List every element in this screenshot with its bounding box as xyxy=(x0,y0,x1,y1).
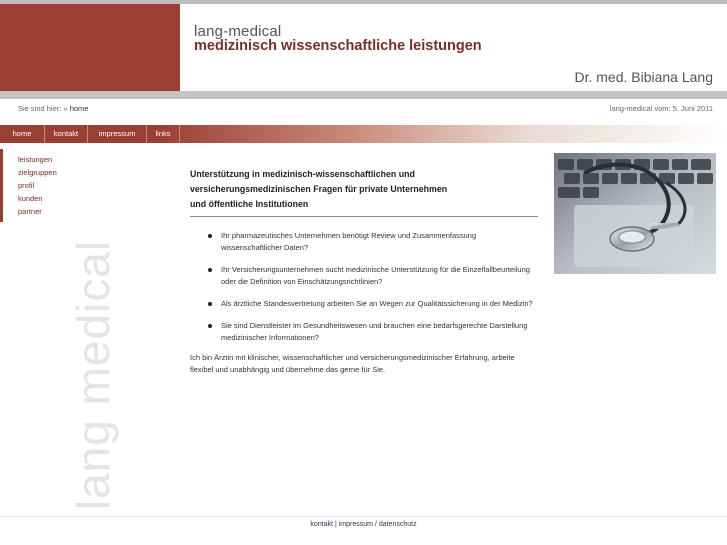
list-item: Sie sind Dienstleister im Gesundheitswesen und brauchen eine bedarfsgerechte Darstellung medizinischer Informationen? xyxy=(208,320,538,344)
intro-paragraph: Ich bin Ärztin mit klinischer, wissenschaftlicher und versicherungsmedizinischer Erfahrung, arbeite flexibel und unabhängig und übernehme das gerne für Sie. xyxy=(190,353,515,374)
breadcrumb xyxy=(18,104,88,113)
list-item: Als ärztliche Standesvertretung arbeiten Sie an Wegen zur Qualitätssicherung in der Medizin? xyxy=(208,298,538,310)
footer-link-impressum[interactable]: impressum xyxy=(338,521,373,528)
sidebar-item-kunden[interactable]: kunden xyxy=(18,194,43,203)
list-item: Ihr Versicherungsunternehmen sucht medizinische Unterstützung für die Einzelfallbeurteilung oder die Definition von Einschätzungsrichtlinien? xyxy=(208,264,538,288)
header-bottom-bar xyxy=(0,91,727,99)
breadcrumb-prefix: Sie sind hier: » xyxy=(18,104,68,113)
last-updated-text: lang-medical vom: 5. Juni 2011 xyxy=(609,104,713,113)
list-item: Ihr pharmazeutisches Unternehmen benötigt Review und Zusammenfassung wissenschaftlicher Daten? xyxy=(208,230,538,254)
footer-separator: | xyxy=(334,521,337,528)
main-nav xyxy=(0,125,727,143)
footer-link-kontakt[interactable]: kontakt xyxy=(310,521,333,528)
main-heading-line: versicherungsmedizinischen Fragen für private Unternehmen xyxy=(190,184,448,194)
footer-links xyxy=(0,521,727,528)
question-list xyxy=(190,230,538,344)
footer-link-datenschutz[interactable]: datenschutz xyxy=(378,521,417,528)
main-heading xyxy=(190,167,538,217)
site-tagline: medizinisch wissenschaftliche leistungen xyxy=(194,38,482,54)
sidebar-item-partner[interactable]: partner xyxy=(18,207,42,216)
sidebar-item-zielgruppen[interactable]: zielgruppen xyxy=(18,168,57,177)
header-title-area xyxy=(180,4,727,91)
site-name: lang-medical xyxy=(194,23,282,40)
nav-links[interactable]: links xyxy=(147,125,180,143)
vertical-brand-text: lang medical xyxy=(67,239,119,511)
main-content xyxy=(190,167,538,376)
logo-block xyxy=(0,4,180,91)
footer-separator: / xyxy=(374,521,377,528)
nav-kontakt[interactable]: kontakt xyxy=(45,125,88,143)
doctor-name: Dr. med. Bibiana Lang xyxy=(574,69,713,85)
main-heading-line: Unterstützung in medizinisch-wissenschaftlichen und xyxy=(190,169,415,179)
footer-divider xyxy=(0,516,727,517)
breadcrumb-home-link[interactable]: home xyxy=(69,104,89,113)
sidebar-item-leistungen[interactable]: leistungen xyxy=(18,155,53,164)
stethoscope-keyboard-image xyxy=(554,153,716,274)
sidebar-item-profil[interactable]: profil xyxy=(18,181,35,190)
sidebar-nav xyxy=(0,149,90,222)
nav-impressum[interactable]: impressum xyxy=(88,125,147,143)
nav-home[interactable]: home xyxy=(0,125,45,143)
main-heading-line: und öffentliche Institutionen xyxy=(190,199,309,209)
